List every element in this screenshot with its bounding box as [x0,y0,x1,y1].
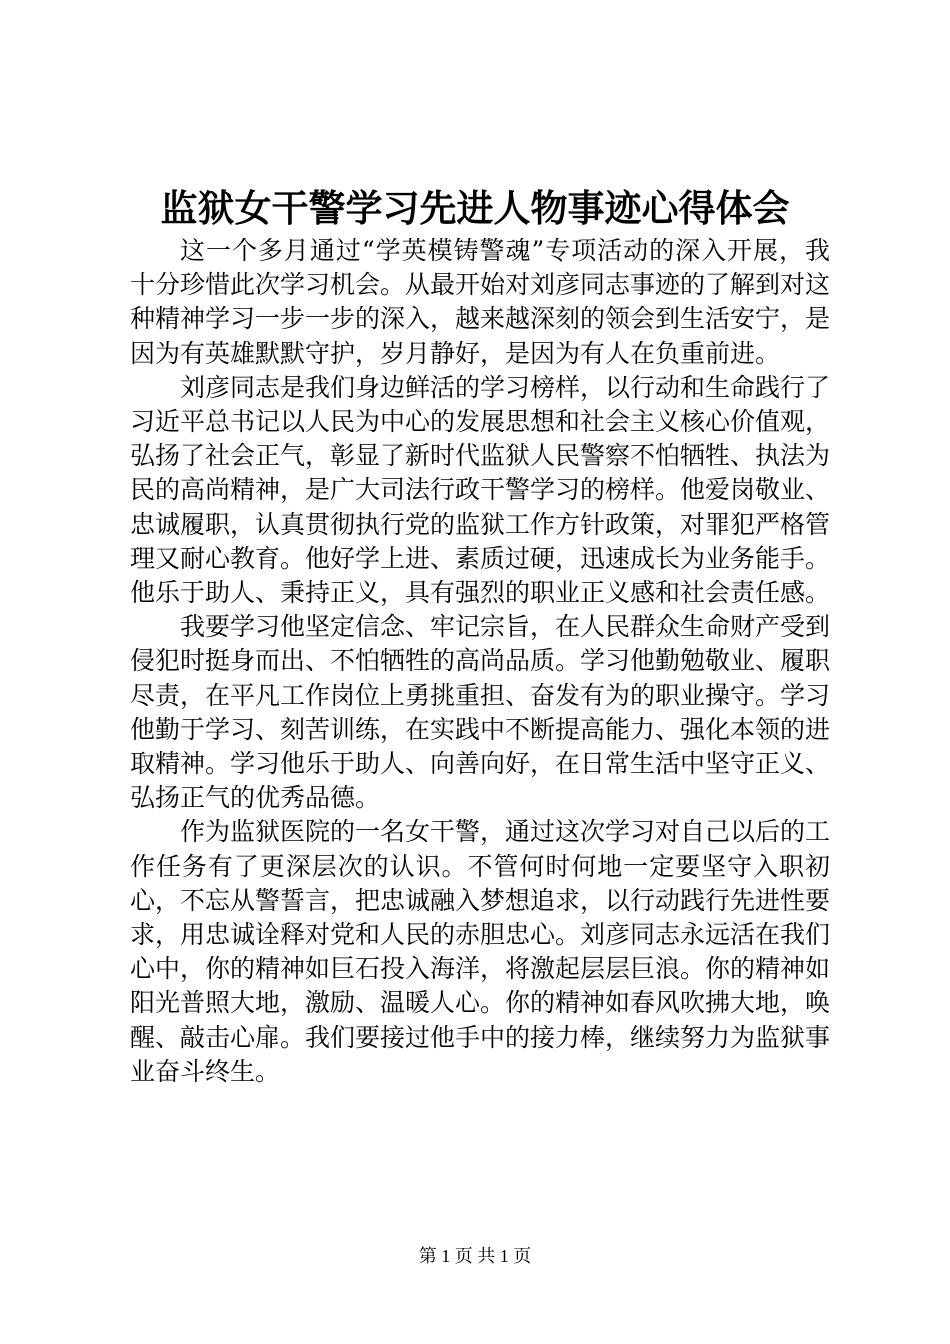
paragraph-2: 刘彦同志是我们身边鲜活的学习榜样，以行动和生命践行了习近平总书记以人民为中心的发展思想和社会主义核心价值观，弘扬了社会正气，彰显了新时代监狱人民警察不怕牺牲、执法为民的高尚精神，是广大司法行政干警学习的榜样。他爱岗敬业、忠诚履职，认真贯彻执行党的监狱工作方针政策，对罪犯严格管理又耐心教育。他好学上进、素质过硬，迅速成长为业务能手。他乐于助人、秉持正义，具有强烈的职业正义感和社会责任感。 [130,372,831,608]
page-number-footer: 第 1 页 共 1 页 [418,1246,532,1266]
document-body [130,234,830,1089]
paragraph-3: 我要学习他坚定信念、牢记宗旨，在人民群众生命财产受到侵犯时挺身而出、不怕牺牲的高尚品质。学习他勤勉敬业、履职尽责，在平凡工作岗位上勇挑重担、奋发有为的职业操守。学习他勤于学习、刻苦训练，在实践中不断提高能力、强化本领的进取精神。学习他乐于助人、向善向好，在日常生活中坚守正义、弘扬正气的优秀品德。 [130,612,831,813]
document-title: 监狱女干警学习先进人物事迹心得体会 [160,186,790,230]
paragraph-1: 这一个多月通过“学英模铸警魂”专项活动的深入开展，我十分珍惜此次学习机会。从最开始对刘彦同志事迹的了解到对这种精神学习一步一步的深入，越来越深刻的领会到生活安宁，是因为有英雄默默守护，岁月静好，是因为有人在负重前进。 [130,236,831,368]
paragraph-4: 作为监狱医院的一名女干警，通过这次学习对自己以后的工作任务有了更深层次的认识。不管何时何地一定要坚守入职初心，不忘从警誓言，把忠诚融入梦想追求，以行动践行先进性要求，用忠诚诠释对党和人民的赤胆忠心。刘彦同志永远活在我们心中，你的精神如巨石投入海洋，将激起层层巨浪。你的精神如阳光普照大地，激励、温暖人心。你的精神如春风吹拂大地，唤醒、敲击心扉。我们要接过他手中的接力棒，继续努力为监狱事业奋斗终生。 [130,817,831,1086]
